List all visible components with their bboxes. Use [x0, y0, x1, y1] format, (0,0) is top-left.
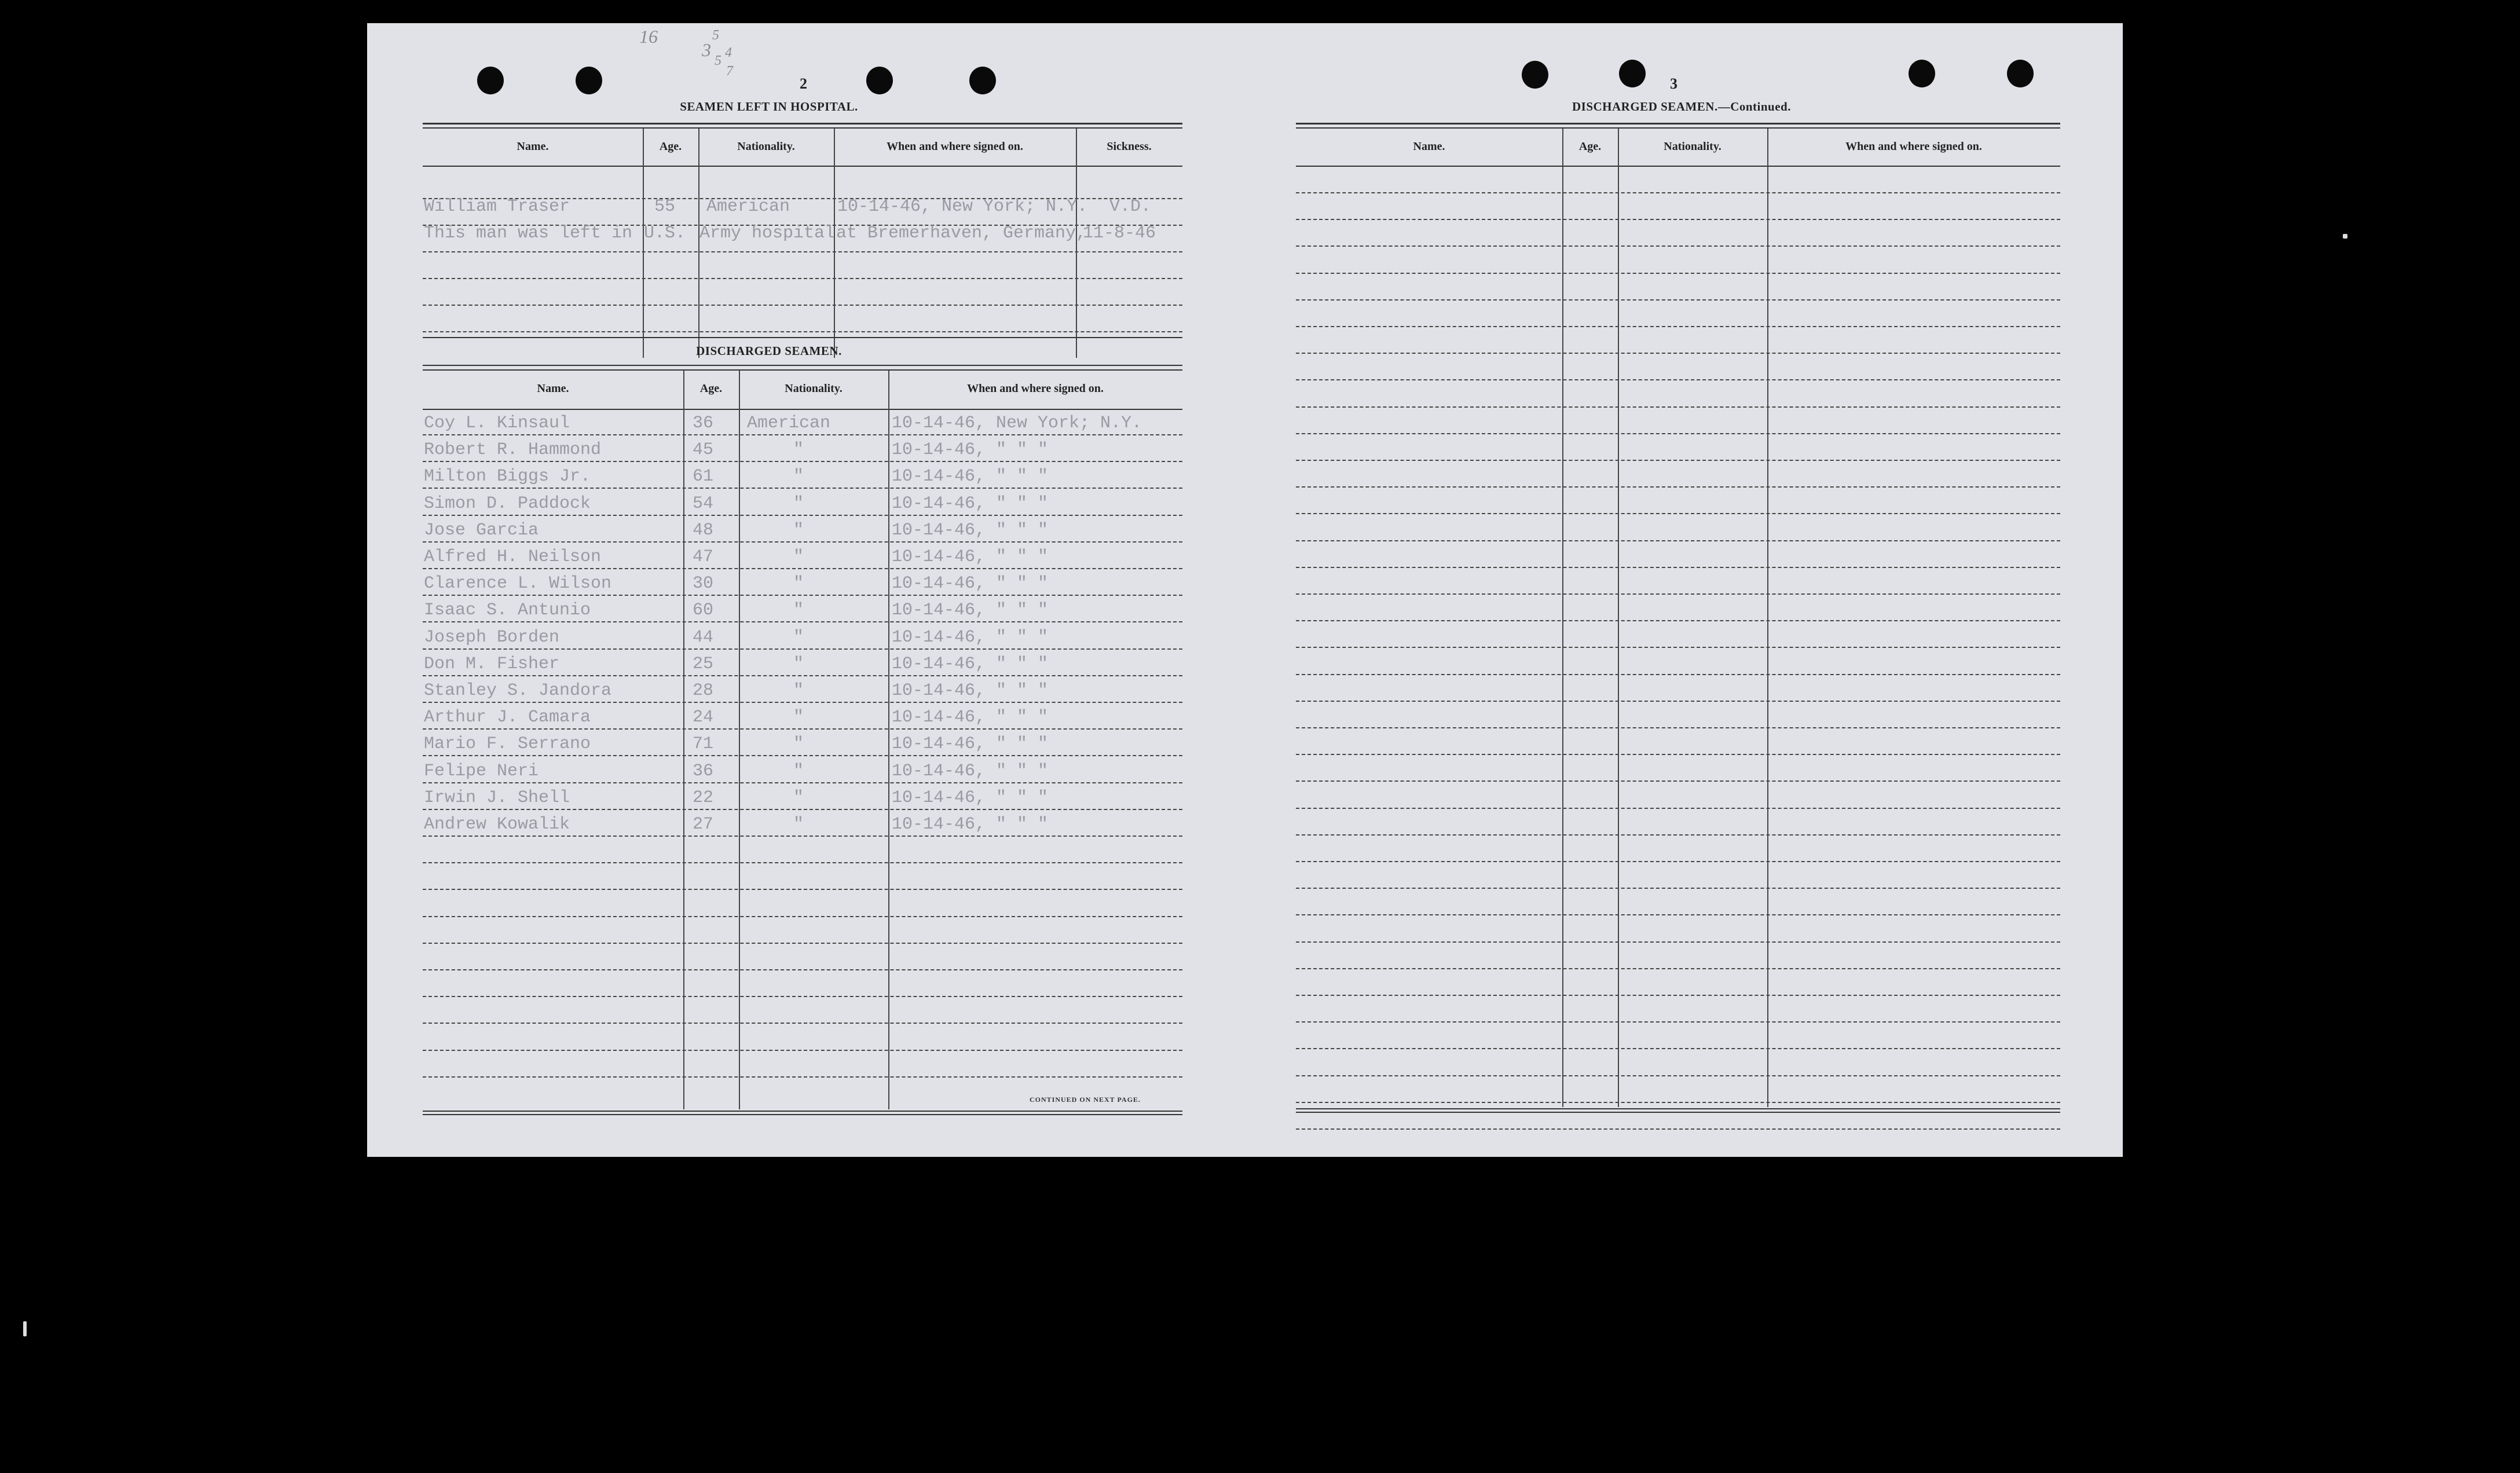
table-row [423, 809, 1182, 810]
right-section-title: DISCHARGED SEAMEN.—Continued. [1572, 100, 1791, 113]
cell-name: Coy L. Kinsaul [424, 413, 570, 433]
handwritten-note: 4 [725, 45, 732, 60]
cell-signed-on: 10-14-46, " " " [892, 467, 1049, 487]
column-rule [698, 129, 699, 358]
column-rule [1767, 129, 1768, 1107]
cell-name: Stanley S. Jandora [424, 681, 612, 701]
cell-signed-on: 10-14-46, " " " [892, 787, 1049, 808]
cell-age: 22 [693, 787, 714, 808]
cell-nationality: " [793, 627, 804, 647]
cell-signed-on: 10-14-46, " " " [892, 440, 1049, 460]
cell-nationality: " [793, 493, 804, 514]
table-row [423, 862, 1182, 863]
cell-signed-on: 10-14-46, " " " [892, 600, 1049, 621]
table-row [423, 728, 1182, 730]
table-row [423, 595, 1182, 596]
table-row [1296, 567, 2060, 568]
table-row [423, 675, 1182, 676]
table-row [423, 782, 1182, 783]
cell-signed-on: 10-14-46, " " " [892, 734, 1049, 754]
table-row [423, 1050, 1182, 1051]
cell-age: 45 [693, 440, 714, 460]
cell-nationality: American [747, 413, 831, 433]
table-row [423, 515, 1182, 516]
divider [1296, 1112, 2060, 1113]
note-text: at Bremerhaven, Germany, [836, 223, 1087, 243]
table-row [1296, 1102, 2060, 1103]
note-text: Army hospital [699, 223, 836, 243]
table-row [423, 969, 1182, 970]
table-row [1296, 647, 2060, 648]
table-row [1296, 1021, 2060, 1023]
table-row [1296, 781, 2060, 782]
column-rule [888, 371, 889, 1109]
table-row [1296, 433, 2060, 434]
header-name: Name. [537, 382, 569, 395]
table-row [1296, 620, 2060, 621]
table-row [1296, 1048, 2060, 1049]
divider [423, 337, 1182, 338]
cell-name: Isaac S. Antunio [424, 600, 591, 621]
divider [423, 1111, 1182, 1112]
column-rule [739, 371, 740, 1109]
cell-nationality: " [793, 681, 804, 701]
table-row [1296, 406, 2060, 408]
page-number: 3 [1670, 75, 1677, 92]
table-row [1296, 299, 2060, 301]
table-row [1296, 540, 2060, 541]
cell-nationality: " [793, 574, 804, 594]
discharged-continued-table [1296, 129, 2060, 1113]
hospital-table [423, 129, 1182, 360]
cell-age: 24 [693, 708, 714, 728]
header-name: Name. [1413, 140, 1445, 153]
table-row [423, 943, 1182, 944]
cell-age: 47 [693, 547, 714, 567]
cell-age: 55 [654, 197, 676, 217]
table-row [1296, 273, 2060, 274]
table-row [423, 541, 1182, 543]
punch-hole [969, 67, 996, 94]
discharged-section-title: DISCHARGED SEAMEN. [696, 344, 842, 358]
punch-hole [1522, 61, 1548, 89]
cell-nationality: " [793, 708, 804, 728]
cell-signed-on: 10-14-46, " " " [892, 815, 1049, 834]
table-row [1296, 353, 2060, 354]
cell-name: Simon D. Paddock [424, 493, 591, 514]
divider [1296, 1108, 2060, 1109]
punch-hole [866, 67, 893, 94]
table-row [423, 1076, 1182, 1078]
cell-age: 30 [693, 574, 714, 594]
column-rule [1618, 129, 1619, 1107]
cell-signed-on: 10-14-46, " " " [892, 627, 1049, 647]
table-row [1296, 1128, 2060, 1130]
background-speck [2343, 234, 2347, 239]
cell-nationality: American [706, 197, 790, 217]
cell-age: 25 [693, 654, 714, 674]
cell-name: Alfred H. Neilson [424, 547, 602, 567]
cell-name: Felipe Neri [424, 761, 539, 781]
column-rule [683, 371, 684, 1109]
header-signed-on: When and where signed on. [1845, 140, 1982, 153]
table-row [423, 836, 1182, 837]
cell-name: Jose Garcia [424, 520, 539, 540]
table-row [423, 621, 1182, 622]
column-rule [1076, 129, 1077, 358]
table-row [423, 916, 1182, 917]
cell-name: Irwin J. Shell [424, 787, 570, 808]
cell-age: 36 [693, 761, 714, 781]
cell-name: Milton Biggs Jr. [424, 467, 591, 487]
cell-signed-on: 10-14-46, " " " [892, 681, 1049, 701]
cell-signed-on: 10-14-46, New York; N.Y. [892, 413, 1142, 433]
handwritten-note: 5 [712, 28, 719, 43]
table-row [1296, 513, 2060, 514]
table-row [1296, 246, 2060, 247]
cell-nationality: " [793, 547, 804, 567]
cell-signed-on: 10-14-46, " " " [892, 547, 1049, 567]
cell-age: 60 [693, 600, 714, 621]
cell-name: Andrew Kowalik [424, 815, 570, 834]
cell-signed-on: 10-14-46, " " " [892, 493, 1049, 514]
table-row [423, 568, 1182, 569]
cell-signed-on: 10-14-46, New York; N.Y. [837, 197, 1088, 217]
table-row [1296, 914, 2060, 915]
table-row [1296, 701, 2060, 702]
table-row [1296, 460, 2060, 461]
table-row [423, 251, 1182, 252]
cell-nationality: " [793, 815, 804, 834]
divider [423, 365, 1182, 366]
table-row [1296, 674, 2060, 675]
table-row [1296, 1075, 2060, 1076]
column-rule [834, 129, 835, 358]
cell-age: 28 [693, 681, 714, 701]
punch-hole [576, 67, 602, 94]
cell-nationality: " [793, 600, 804, 621]
table-row [1296, 888, 2060, 889]
cell-name: Clarence L. Wilson [424, 574, 612, 594]
punch-hole [477, 67, 504, 94]
cell-signed-on: 10-14-46, " " " [892, 520, 1049, 540]
cell-sickness: V.D. [1109, 197, 1152, 217]
cell-nationality: " [793, 654, 804, 674]
cell-nationality: " [793, 761, 804, 781]
cell-age: 48 [693, 520, 714, 540]
table-row [1296, 326, 2060, 327]
cell-name: Arthur J. Camara [424, 708, 591, 728]
handwritten-note: 16 [639, 26, 658, 47]
header-signed-on: When and where signed on. [887, 140, 1023, 153]
cell-nationality: " [793, 467, 804, 487]
cell-name: William Traser [424, 197, 570, 217]
divider [423, 1114, 1182, 1115]
table-row [423, 889, 1182, 890]
cell-signed-on: 10-14-46, " " " [892, 654, 1049, 674]
header-nationality: Nationality. [737, 140, 795, 153]
header-age: Age. [699, 382, 723, 395]
cell-name: Mario F. Serrano [424, 734, 591, 754]
header-signed-on: When and where signed on. [967, 382, 1104, 395]
table-row [1296, 727, 2060, 728]
divider [423, 123, 1182, 124]
table-row [423, 305, 1182, 306]
divider [1296, 123, 2060, 124]
cell-name: Joseph Borden [424, 627, 560, 647]
cell-age: 44 [693, 627, 714, 647]
table-row [423, 648, 1182, 650]
cell-signed-on: 10-14-46, " " " [892, 574, 1049, 594]
table-row [423, 331, 1182, 332]
cell-nationality: " [793, 520, 804, 540]
table-row [1296, 192, 2060, 193]
table-row [423, 461, 1182, 462]
header-nationality: Nationality. [785, 382, 843, 395]
table-row [423, 755, 1182, 756]
punch-hole [1909, 60, 1935, 87]
table-row [1296, 861, 2060, 862]
cell-age: 61 [693, 467, 714, 487]
table-row [1296, 834, 2060, 836]
cell-nationality: " [793, 440, 804, 460]
cell-age: 36 [693, 413, 714, 433]
handwritten-note: 5 [715, 53, 721, 68]
continued-footer: CONTINUED ON NEXT PAGE. [1030, 1095, 1141, 1104]
table-row [1296, 754, 2060, 755]
page-number: 2 [800, 75, 807, 92]
table-row [423, 996, 1182, 997]
cell-signed-on: 10-14-46, " " " [892, 761, 1049, 781]
header-age: Age. [1578, 140, 1602, 153]
column-rule [643, 129, 644, 358]
header-nationality: Nationality. [1664, 140, 1721, 153]
cell-signed-on: 10-14-46, " " " [892, 708, 1049, 728]
cell-nationality: " [793, 734, 804, 754]
table-row [1296, 968, 2060, 969]
cell-age: 54 [693, 493, 714, 514]
table-row [1296, 219, 2060, 220]
table-row [1296, 486, 2060, 488]
cell-nationality: " [793, 787, 804, 808]
document-sheet [367, 23, 2123, 1157]
cell-name: Don M. Fisher [424, 654, 560, 674]
table-row [1296, 995, 2060, 996]
table-row [1296, 593, 2060, 595]
note-text: U.S. [644, 223, 686, 243]
table-row [1296, 808, 2060, 809]
header-sickness: Sickness. [1107, 140, 1152, 153]
punch-hole [2007, 60, 2034, 87]
cell-name: Robert R. Hammond [424, 440, 602, 460]
table-row [423, 702, 1182, 703]
note-text: 11-8-46 [1083, 223, 1156, 243]
table-row [1296, 941, 2060, 943]
cell-age: 27 [693, 815, 714, 834]
table-row [423, 488, 1182, 489]
table-row [423, 1023, 1182, 1024]
punch-hole [1619, 60, 1646, 87]
discharged-table [423, 371, 1182, 1112]
table-row [423, 278, 1182, 279]
table-row [1296, 379, 2060, 380]
background-speck [23, 1321, 27, 1336]
header-name: Name. [517, 140, 549, 153]
handwritten-note: 7 [726, 64, 733, 79]
cell-age: 71 [693, 734, 714, 754]
header-age: Age. [659, 140, 682, 153]
hospital-section-title: SEAMEN LEFT IN HOSPITAL. [680, 100, 858, 113]
handwritten-note: 3 [702, 39, 711, 60]
table-row [423, 434, 1182, 435]
note-text: This man was left in [424, 223, 633, 243]
column-rule [1562, 129, 1563, 1107]
